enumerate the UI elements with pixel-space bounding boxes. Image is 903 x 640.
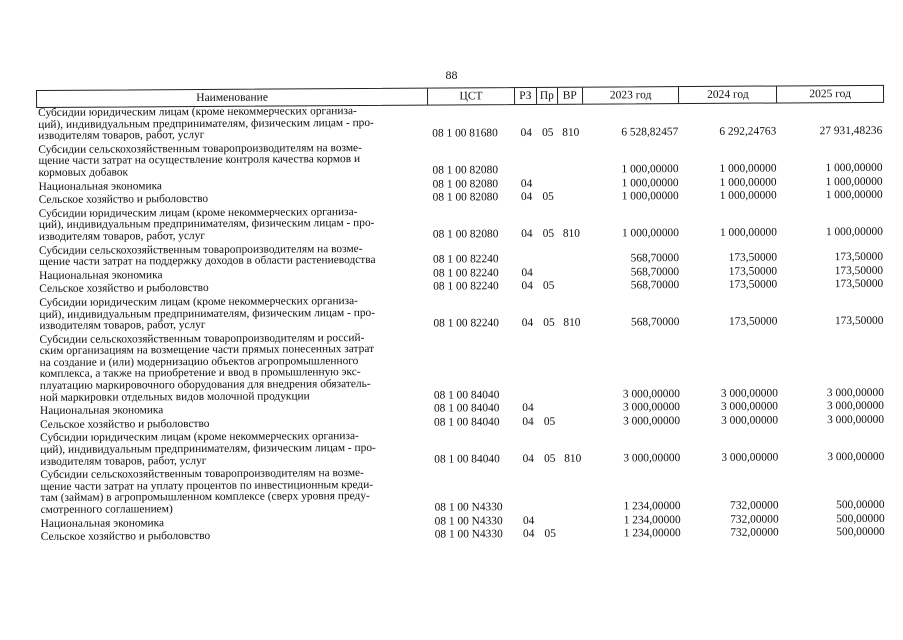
row-2023: 6 528,82457	[621, 126, 679, 139]
row-cst: 08 1 00 N4330	[434, 528, 503, 541]
row-name-line: Субсидии сельскохозяйственным товаропроизводителям на возме-	[38, 242, 363, 257]
row-cst: 08 1 00 84040	[433, 402, 500, 415]
row-2023: 568,70000	[630, 316, 680, 329]
row-name-line: там (займам) в агропромышленном комплексе (сверх уровня преду-	[40, 490, 370, 505]
row-pr: 05	[542, 280, 555, 293]
row-2023: 3 000,00000	[623, 414, 681, 428]
row-name-line: изводителям товаров, работ, услуг	[40, 454, 207, 468]
row-2023: 568,70000	[630, 265, 680, 279]
row-2025: 1 000,00000	[825, 175, 883, 188]
row-name	[36, 142, 428, 179]
header-rz: РЗ	[515, 88, 537, 104]
row-2023: 1 000,00000	[621, 163, 679, 176]
row-name-line: кормовых добавок	[38, 166, 129, 179]
row-pr: 05	[543, 316, 555, 329]
row-name-line: Субсидии сельскохозяйственным товаропроизводителям на возме-	[38, 141, 362, 156]
row-name-line: щение части затрат на уплату процентов по инвестиционным креди-	[40, 478, 374, 493]
row-cst: 08 1 00 82240	[433, 253, 499, 266]
row-pr: 05	[542, 190, 554, 204]
row-name	[37, 332, 429, 404]
row-2023: 3 000,00000	[622, 401, 680, 414]
row-cst: 08 1 00 82080	[432, 164, 499, 177]
row-rz: 04	[522, 452, 534, 465]
row-rz: 04	[521, 266, 533, 279]
row-pr: 05	[543, 415, 556, 428]
row-name-line: изводителям товаров, работ, услуг	[38, 229, 206, 243]
row-name	[38, 417, 430, 431]
row-name-line: ций), индивидуальным предпринимателям, физическим лицам - про-	[38, 217, 375, 232]
row-name-line: ций), индивидуальным предпринимателям, физическим лицам - про-	[38, 116, 374, 131]
row-2025: 3 000,00000	[826, 386, 884, 399]
row-2024: 1 000,00000	[719, 162, 777, 175]
row-2024: 3 000,00000	[720, 387, 778, 400]
row-2025: 3 000,00000	[827, 450, 885, 463]
row-cst: 08 1 00 82080	[432, 228, 499, 241]
header-2025: 2025 год	[809, 88, 851, 101]
row-name-line: ций), индивидуальным предпринимателям, физическим лицам - про-	[40, 441, 376, 457]
row-name-line: щение части затрат на осуществление контроля качества кормов и	[38, 153, 361, 168]
row-name-line: Сельское хозяйство и рыболовство	[38, 193, 209, 207]
row-vr: 810	[564, 452, 582, 465]
table-row	[36, 140, 884, 180]
row-2023: 3 000,00000	[622, 387, 680, 401]
table-body	[36, 103, 887, 546]
header-2023: 2023 год	[583, 87, 680, 104]
row-2023: 1 000,00000	[621, 176, 679, 189]
row-name-line: ной маркировки отдельных видов молочной продукции	[39, 389, 310, 404]
row-name-line: изводителям товаров, работ, услуг	[39, 319, 206, 333]
table-row	[37, 293, 885, 333]
row-cst: 08 1 00 84040	[434, 416, 500, 429]
row-cst: 08 1 00 81680	[432, 127, 498, 140]
row-2025: 500,00000	[836, 512, 885, 525]
row-name-line: Сельское хозяйство и рыболовство	[40, 417, 210, 431]
row-2023: 568,70000	[630, 252, 680, 265]
row-2024: 173,50000	[728, 315, 778, 328]
row-2024: 3 000,00000	[721, 451, 779, 464]
row-2024: 3 000,00000	[721, 414, 779, 427]
header-cst: ЦСТ	[428, 88, 515, 105]
row-rz: 04	[521, 227, 533, 240]
row-name-line: Субсидии юридическим лицам (кроме некоммерческих организа-	[39, 294, 359, 309]
row-rz: 04	[520, 191, 533, 204]
row-name	[37, 282, 429, 296]
row-vr: 810	[562, 126, 580, 139]
row-2023: 3 000,00000	[623, 451, 681, 465]
row-2025: 173,50000	[834, 314, 884, 328]
row-rz: 04	[521, 280, 533, 293]
row-2024: 732,00000	[730, 526, 779, 539]
row-cst: 08 1 00 82240	[433, 280, 499, 293]
row-cst: 08 1 00 84040	[434, 452, 500, 466]
row-rz: 04	[521, 317, 534, 330]
row-2024: 732,00000	[730, 499, 779, 512]
page-number: 88	[445, 68, 458, 82]
row-rz: 04	[520, 177, 533, 190]
row-name	[37, 243, 429, 269]
row-name-line: плуатацию маркировочного оборудования для внедрения обязатель-	[39, 378, 371, 393]
row-rz: 04	[522, 402, 534, 415]
row-cst: 08 1 00 82080	[432, 191, 499, 204]
header-vr: ВР	[558, 88, 583, 104]
budget-table	[36, 85, 887, 546]
row-name	[37, 179, 429, 193]
row-name-line: Сельское хозяйство и рыболовство	[39, 282, 209, 296]
row-name-line: на создание и (или) модернизацию объектов агропромышленного	[39, 354, 359, 369]
row-cst: 08 1 00 82080	[432, 177, 499, 191]
row-name-line: Национальная экономика	[38, 179, 162, 193]
row-2023: 1 000,00000	[621, 190, 679, 203]
table-row	[37, 204, 885, 244]
row-2024: 6 292,24763	[719, 125, 777, 139]
row-2024: 3 000,00000	[720, 400, 778, 414]
row-name	[39, 516, 431, 530]
row-name-line: Сельское хозяйство и рыболовство	[40, 530, 211, 544]
row-2024: 1 000,00000	[719, 189, 777, 202]
row-rz: 04	[522, 514, 535, 527]
row-2025: 500,00000	[836, 498, 885, 512]
row-name-line: Субсидии сельскохозяйственным товаропроизводителям и россий-	[39, 331, 365, 346]
row-rz: 04	[520, 127, 532, 140]
row-2025: 173,50000	[834, 278, 884, 291]
row-name-line: Национальная экономика	[39, 404, 164, 418]
row-cst: 08 1 00 82240	[433, 317, 499, 330]
row-2025: 3 000,00000	[826, 400, 884, 413]
row-name-line: ским организациям на возмещение части прямых понесенных затрат	[39, 343, 375, 358]
row-name	[37, 296, 429, 333]
row-cst: 08 1 00 N4330	[434, 501, 503, 514]
row-2024: 1 000,00000	[719, 226, 777, 239]
row-name	[36, 106, 428, 143]
row-name-line: Субсидии юридическим лицам (кроме некоммерческих организа-	[40, 430, 359, 445]
row-2023: 1 234,00000	[623, 513, 681, 527]
row-name-line: Национальная экономика	[40, 516, 165, 530]
row-2024: 173,50000	[728, 265, 778, 278]
row-name-line: Субсидии юридическим лицам (кроме некоммерческих организа-	[38, 205, 358, 220]
row-name-line: смотренного соглашением)	[40, 503, 173, 516]
table-row	[37, 330, 885, 405]
row-name-line: щение части затрат на поддержку доходов в области растениеводства	[39, 254, 376, 269]
row-cst: 08 1 00 82240	[433, 266, 499, 280]
row-pr: 05	[542, 227, 555, 240]
header-pr: Пр	[537, 88, 558, 104]
row-pr: 05	[542, 127, 554, 140]
row-2025: 1 000,00000	[825, 225, 883, 239]
table-row	[38, 428, 886, 468]
row-name	[37, 268, 429, 282]
row-2024: 732,00000	[730, 513, 779, 526]
row-name-line: Национальная экономика	[39, 268, 163, 282]
table-row	[36, 103, 884, 143]
row-2025: 3 000,00000	[827, 413, 885, 427]
row-2024: 173,50000	[728, 251, 778, 264]
header-name: Наименование	[37, 89, 428, 107]
row-name-line: ций), индивидуальным предпринимателям, физическим лицам - про-	[39, 306, 376, 321]
row-vr: 810	[562, 227, 580, 240]
row-pr: 05	[544, 528, 556, 541]
row-2025: 1 000,00000	[825, 161, 883, 175]
row-name	[38, 468, 430, 517]
row-rz: 04	[522, 528, 535, 541]
row-name	[38, 404, 430, 418]
row-name	[38, 431, 430, 468]
row-2025: 500,00000	[836, 526, 885, 539]
row-rz: 04	[522, 415, 534, 428]
row-name-line: Субсидии сельскохозяйственным товаропроизводителям на возме-	[40, 467, 364, 482]
row-2023: 568,70000	[630, 279, 680, 292]
row-cst: 08 1 00 N4330	[434, 514, 503, 528]
row-2023: 1 000,00000	[621, 227, 679, 240]
table-row	[38, 465, 886, 517]
row-name	[39, 530, 431, 544]
row-2025: 1 000,00000	[825, 188, 883, 202]
row-2025: 173,50000	[834, 264, 884, 277]
header-2024: 2024 год	[679, 86, 777, 103]
row-cst: 08 1 00 84040	[433, 388, 500, 402]
row-vr: 810	[563, 316, 581, 329]
row-name-line: комплекса, а также на приобретение и ввод в промышленную экс-	[39, 366, 361, 381]
row-2023: 1 234,00000	[623, 500, 681, 513]
row-name-line: изводителям товаров, работ, услуг	[38, 129, 205, 143]
row-name	[37, 206, 429, 243]
row-name-line: Субсидии юридическим лицам (кроме некоммерческих организа-	[38, 105, 357, 119]
row-2024: 173,50000	[728, 278, 778, 292]
row-2025: 173,50000	[834, 250, 884, 264]
row-pr: 05	[544, 452, 556, 465]
row-2025: 27 931,48236	[819, 125, 883, 138]
row-2024: 1 000,00000	[719, 176, 777, 189]
row-2023: 1 234,00000	[623, 527, 681, 540]
row-name	[37, 193, 429, 207]
